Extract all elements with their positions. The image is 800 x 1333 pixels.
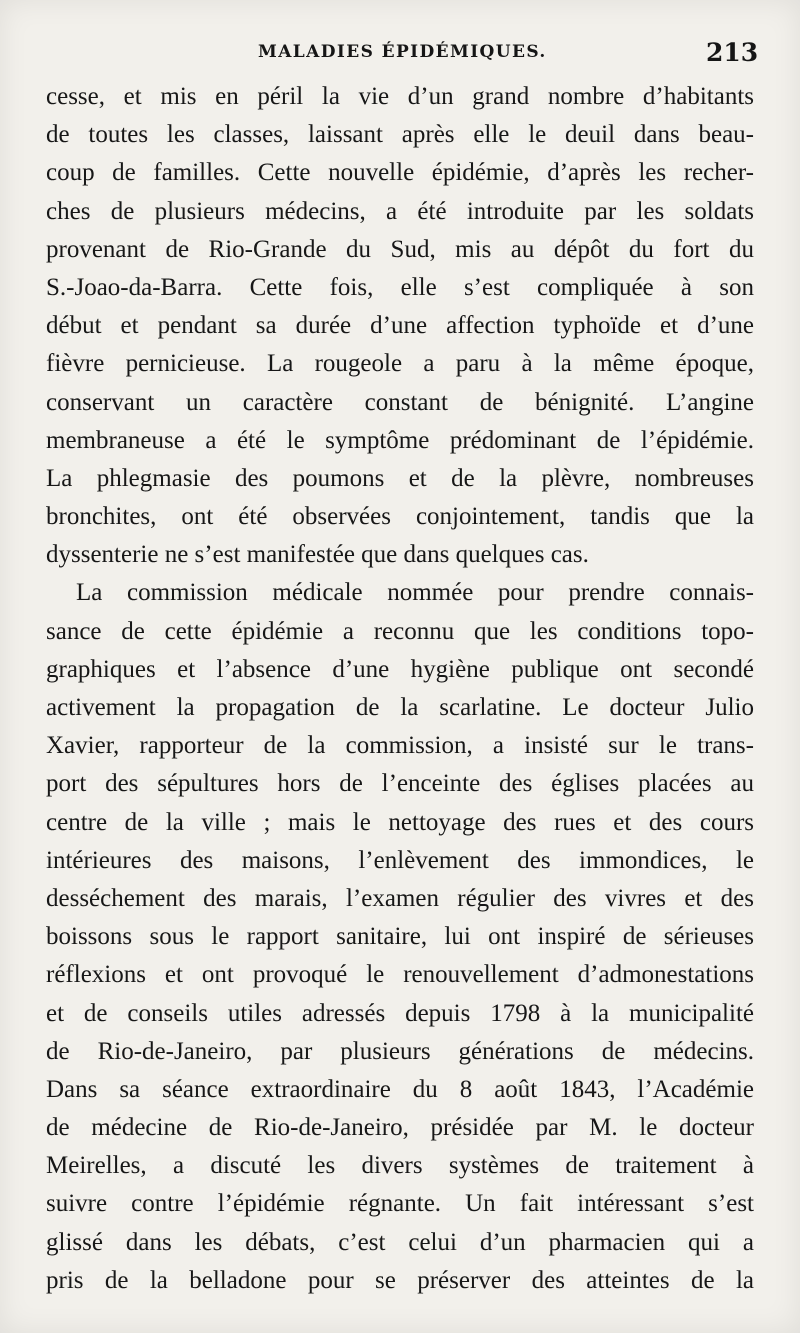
text-line: La commission médicale nommée pour prendre connais- (76, 579, 754, 607)
page-number: 213 (706, 38, 759, 67)
text-line: centre de la ville ; mais le nettoyage des rues et des cours (46, 808, 754, 836)
text-line: provenant de Rio-Grande du Sud, mis au dépôt du fort du (46, 235, 754, 263)
body-text (46, 78, 754, 1300)
text-line: S.-Joao-da-Barra. Cette fois, elle s’est compliquée à son (46, 273, 754, 301)
text-line: boissons sous le rapport sanitaire, lui ont inspiré de sérieuses (46, 923, 754, 951)
paragraph (46, 78, 754, 574)
text-line: membraneuse a été le symptôme prédominant de l’épidémie. (46, 426, 754, 454)
text-line: fièvre pernicieuse. La rougeole a paru à la même époque, (46, 350, 754, 378)
text-line: ches de plusieurs médecins, a été introduite par les soldats (46, 197, 754, 225)
text-line: de médecine de Rio-de-Janeiro, présidée par M. le docteur (46, 1114, 754, 1142)
text-line: La phlegmasie des poumons et de la plèvre, nombreuses (46, 464, 754, 492)
text-line: de toutes les classes, laissant après elle le deuil dans beau- (46, 121, 754, 149)
text-line: coup de familles. Cette nouvelle épidémie, d’après les recher- (46, 159, 754, 187)
running-head: MALADIES ÉPIDÉMIQUES. (258, 42, 547, 62)
text-line: activement la propagation de la scarlatine. Le docteur Julio (46, 694, 754, 721)
text-line: sance de cette épidémie a reconnu que les conditions topo- (46, 617, 754, 645)
text-line: pris de la belladone pour se préserver des atteintes de la (46, 1266, 754, 1294)
text-line: suivre contre l’épidémie régnante. Un fait intéressant s’est (46, 1190, 754, 1218)
text-line: bronchites, ont été observées conjointement, tandis que la (46, 503, 754, 531)
text-line: glissé dans les débats, c’est celui d’un pharmacien qui a (46, 1228, 754, 1256)
text-line: de Rio-de-Janeiro, par plusieurs générations de médecins. (46, 1037, 754, 1065)
paragraph (46, 574, 754, 1300)
text-line: et de conseils utiles adressés depuis 1798 à la municipalité (46, 999, 754, 1027)
text-line: dyssenterie ne s’est manifestée que dans quelques cas. (46, 541, 589, 569)
text-line: graphiques et l’absence d’une hygiène publique ont secondé (46, 655, 754, 683)
page-header (0, 38, 800, 70)
text-line: début et pendant sa durée d’une affection typhoïde et d’une (46, 312, 754, 340)
text-line: intérieures des maisons, l’enlèvement des immondices, le (46, 846, 754, 874)
text-line: conservant un caractère constant de bénignité. L’angine (46, 388, 754, 416)
text-line: Dans sa séance extraordinaire du 8 août 1843, l’Académie (46, 1075, 754, 1103)
text-line: port des sépultures hors de l’enceinte des églises placées au (46, 770, 754, 798)
text-line: Meirelles, a discuté les divers systèmes de traitement à (46, 1152, 754, 1180)
text-line: réflexions et ont provoqué le renouvellement d’admonestations (46, 961, 754, 989)
text-line: Xavier, rapporteur de la commission, a insisté sur le trans- (46, 732, 754, 760)
text-line: desséchement des marais, l’examen régulier des vivres et des (46, 884, 754, 912)
text-line: cesse, et mis en péril la vie d’un grand nombre d’habitants (46, 83, 754, 110)
